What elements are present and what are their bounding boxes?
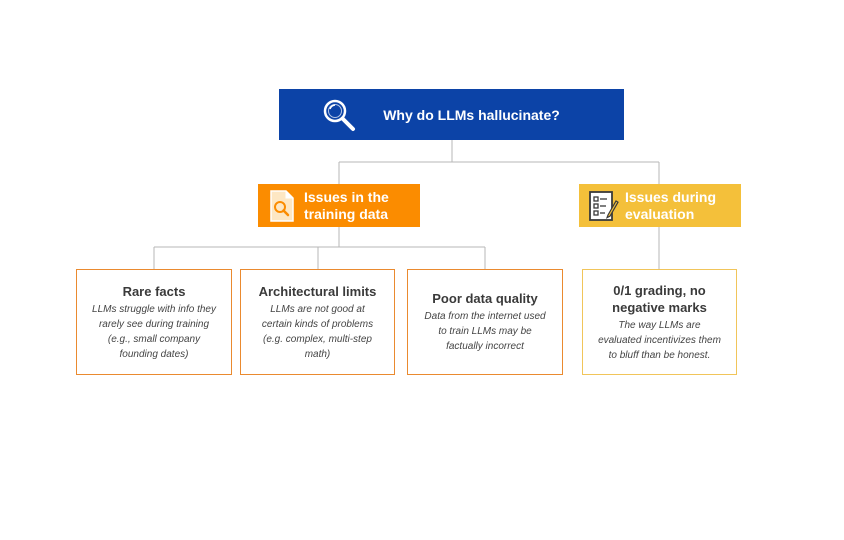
root-title: Why do LLMs hallucinate? bbox=[383, 106, 560, 123]
leaf-title: Rare facts bbox=[122, 283, 186, 299]
leaf-architectural-limits bbox=[240, 269, 395, 375]
document-search-icon bbox=[266, 189, 298, 223]
leaf-title: Poor data quality bbox=[432, 291, 538, 306]
leaf-poor-data-quality bbox=[407, 269, 563, 375]
category-training-data bbox=[258, 184, 420, 227]
leaf-description: The way LLMs are evaluated incentivizes them to bluff than be honest. bbox=[598, 319, 721, 361]
leaf-description: Data from the internet used to train LLMs may be factually incorrect bbox=[424, 311, 546, 352]
root-node bbox=[279, 89, 624, 140]
leaf-description: LLMs struggle with info they rarely see during training (e.g., small company founding dates) bbox=[92, 303, 216, 360]
magnifier-icon bbox=[321, 97, 357, 133]
checklist-icon bbox=[587, 189, 619, 223]
leaf-grading bbox=[582, 269, 737, 375]
leaf-title: Architectural limits bbox=[258, 283, 377, 299]
category-evaluation-label: Issues during evaluation bbox=[625, 189, 717, 222]
category-training-label: Issues in the training data bbox=[304, 189, 389, 222]
category-evaluation bbox=[579, 184, 741, 227]
leaf-rare-facts bbox=[76, 269, 232, 375]
leaf-title: 0/1 grading, no negative marks bbox=[612, 282, 707, 315]
leaf-description: LLMs are not good at certain kinds of problems (e.g. complex, multi-step math) bbox=[261, 303, 374, 360]
